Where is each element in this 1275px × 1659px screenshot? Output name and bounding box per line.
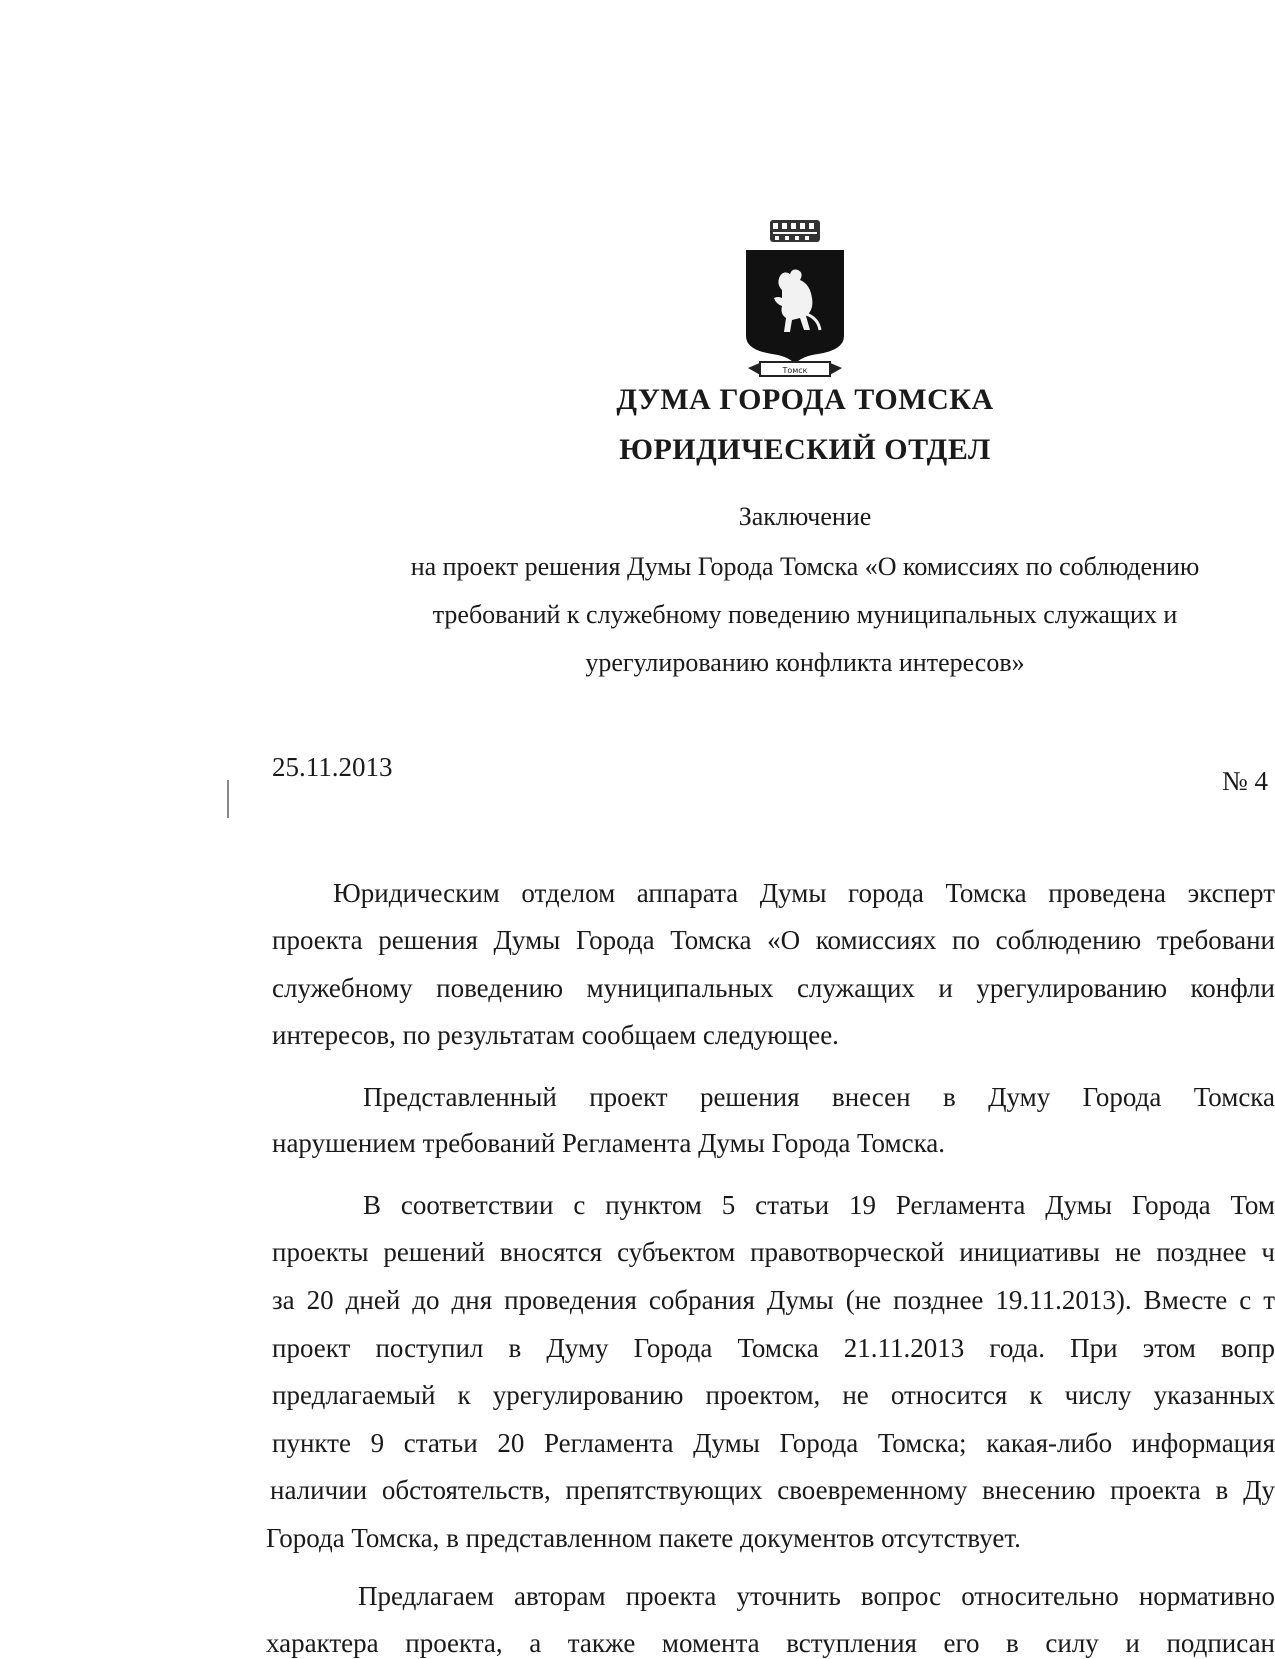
body-line: Представленный проект решения внесен в Думу Города Томска: [363, 1082, 1275, 1112]
body-line: наличии обстоятельств, препятствующих своевременному внесению проекта в Ду: [270, 1475, 1275, 1505]
body-line: Юридическим отделом аппарата Думы города Томска проведена эксперт: [333, 878, 1275, 908]
body-line: служебному поведению муниципальных служащих и урегулированию конфли: [272, 973, 1275, 1003]
scan-artifact-line: [227, 780, 229, 818]
body-line: пункте 9 статьи 20 Регламента Думы Города Томска; какая-либо информация: [272, 1428, 1275, 1458]
document-date: 25.11.2013: [272, 752, 393, 782]
document-number: № 4: [1222, 766, 1269, 796]
body-line: проекта решения Думы Города Томска «О комиссиях по соблюдению требовани: [272, 925, 1275, 955]
body-line: предлагаемый к урегулированию проектом, не относится к числу указанных: [272, 1380, 1275, 1410]
body-line: Города Томска, в представленном пакете документов отсутствует.: [266, 1523, 1021, 1553]
department-name: ЮРИДИЧЕСКИЙ ОТДЕЛ: [619, 433, 991, 466]
body-line: интересов, по результатам сообщаем следующее.: [272, 1020, 839, 1050]
title-line: требований к служебному поведению муниципальных служащих и: [432, 600, 1178, 629]
body-line: Предлагаем авторам проекта уточнить вопрос относительно нормативно: [358, 1581, 1275, 1611]
title-line: на проект решения Думы Города Томска «О комиссиях по соблюдению: [410, 552, 1200, 581]
body-line: характера проекта, а также момента вступления его в силу и подписан: [266, 1628, 1275, 1658]
body-line: за 20 дней до дня проведения собрания Думы (не позднее 19.11.2013). Вместе с т: [272, 1285, 1275, 1315]
emblem-ribbon-text: Томск: [782, 366, 808, 375]
tomsk-coat-of-arms-icon: [740, 218, 850, 383]
body-line: проекты решений вносятся субъектом правотворческой инициативы не позднее ч: [272, 1237, 1275, 1267]
body-line: проект поступил в Думу Города Томска 21.11.2013 года. При этом вопр: [272, 1333, 1275, 1363]
body-line: В соответствии с пунктом 5 статьи 19 Регламента Думы Города Том: [363, 1190, 1275, 1220]
title-line: урегулированию конфликта интересов»: [585, 648, 1025, 677]
org-name: ДУМА ГОРОДА ТОМСКА: [616, 383, 994, 416]
body-line: нарушением требований Регламента Думы Города Томска.: [272, 1128, 946, 1158]
document-heading: Заключение: [738, 502, 872, 531]
